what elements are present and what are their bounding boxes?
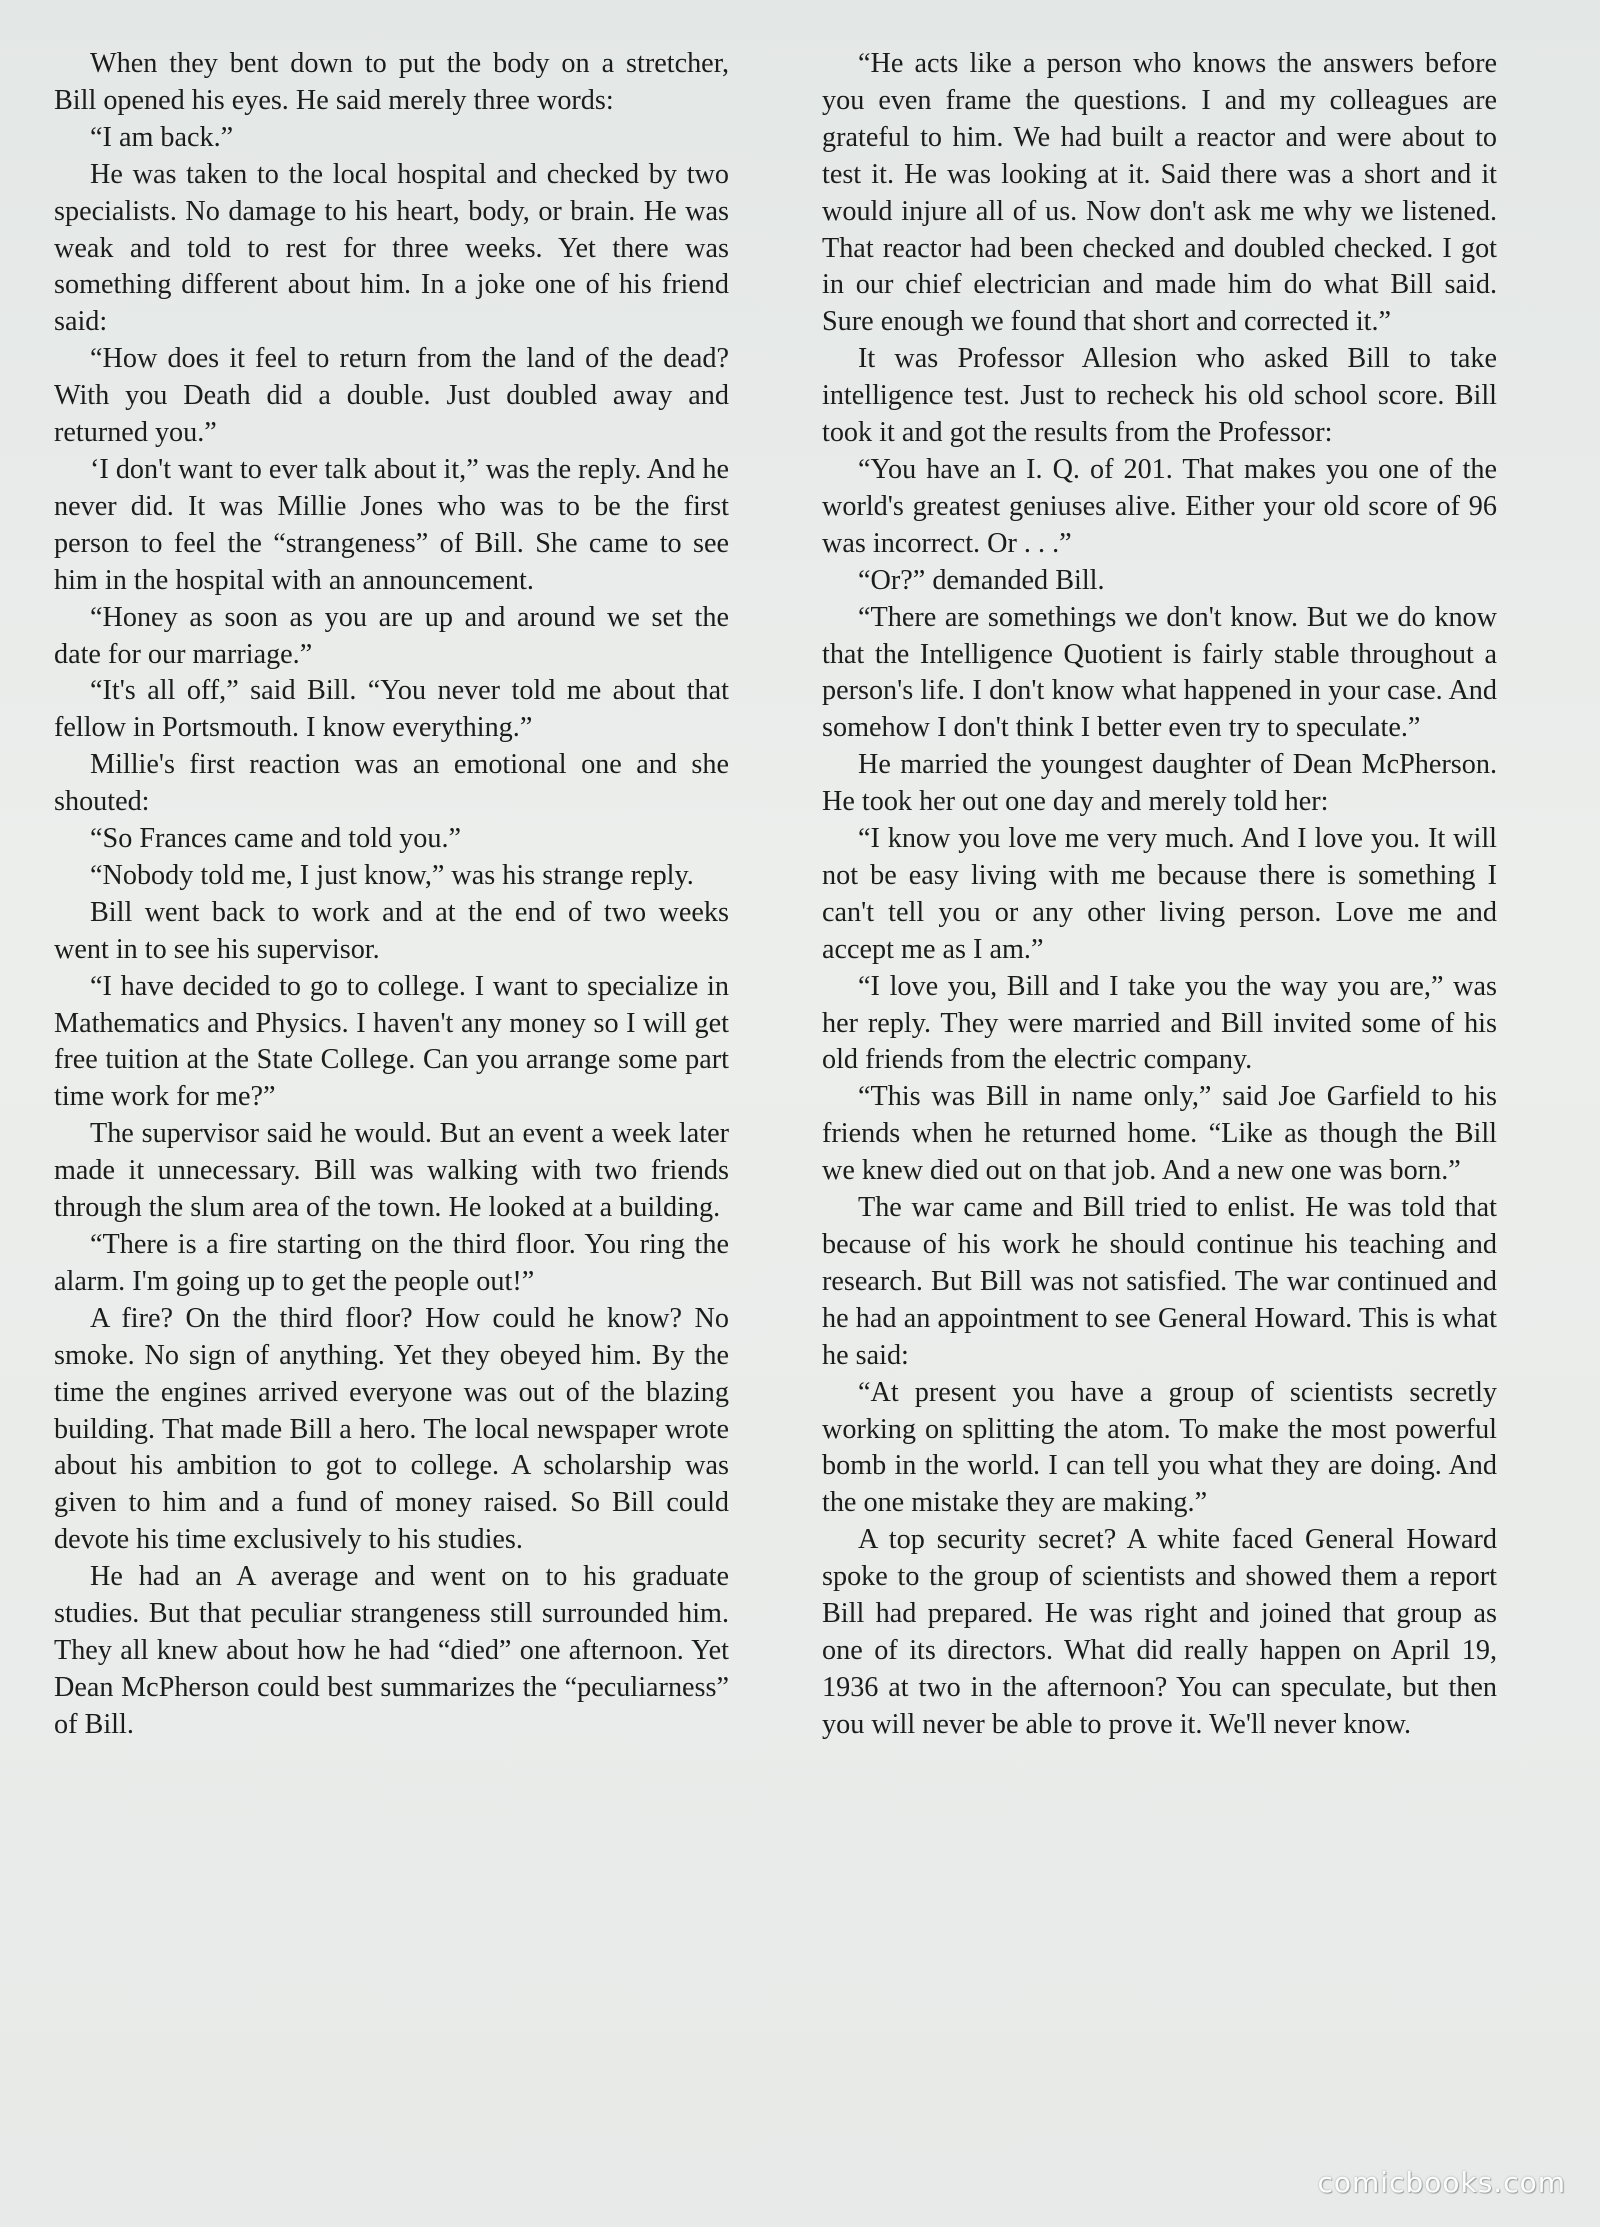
paragraph: “There is a fire starting on the third floor. You ring the alarm. I'm going up to get the people out!” (54, 1229, 729, 1297)
paragraph: “I am back.” (90, 121, 234, 153)
paragraph: “You have an I. Q. of 201. That makes you one of the world's greatest geniuses alive. Either your old score of 96 was incorrect. Or . . .” (822, 453, 1497, 559)
paragraph: “I know you love me very much. And I love you. It will not be easy living with me because there is something I can't tell you or any other living person. Love me and accept me as I am.” (822, 823, 1497, 965)
paragraph: When they bent down to put the body on a stretcher, Bill opened his eyes. He said merely three words: (54, 48, 729, 116)
paragraph: Millie's first reaction was an emotional one and she shouted: (54, 749, 729, 818)
paragraph: “It's all off,” said Bill. “You never told me about that fellow in Portsmouth. I know everything.” (54, 675, 729, 744)
paragraph: “Nobody told me, I just know,” was his strange reply. (90, 859, 694, 891)
paragraph: “I love you, Bill and I take you the way you are,” was her reply. They were married and Bill invited some of his old friends from the electric company. (822, 970, 1497, 1076)
paragraph: The supervisor said he would. But an event a week later made it unnecessary. Bill was walking with two friends through the slum area of the town. He looked at a building. (54, 1118, 729, 1224)
paragraph: “There are somethings we don't know. But we do know that the Intelligence Quotient is fairly stable throughout a person's life. I don't know what happened in your case. And somehow I don't think I better even try to speculate.” (822, 601, 1497, 744)
paragraph: He was taken to the local hospital and checked by two specialists. No damage to his heart, body, or brain. He was weak and told to rest for three weeks. Yet there was something different about him. In a joke one of his friend said: (54, 158, 729, 338)
paragraph: “So Frances came and told you.” (90, 823, 462, 855)
paragraph: “Honey as soon as you are up and around we set the date for our marriage.” (54, 601, 729, 670)
paragraph: Bill went back to work and at the end of two weeks went in to see his supervisor. (54, 896, 729, 965)
paragraph: “At present you have a group of scientists secretly working on splitting the atom. To make the most powerful bomb in the world. I can tell you what they are doing. And the one mistake they are making.” (822, 1376, 1497, 1519)
right-column (822, 46, 1497, 1744)
paragraph: A fire? On the third floor? How could he know? No smoke. No sign of anything. Yet they obeyed him. By the time the engines arrived everyone was out of the blazing building. That made Bill a hero. The local newspaper wrote about his ambition to got to college. A scholarship was given to him and a fund of money raised. So Bill could devote his time exclusively to his studies. (54, 1302, 729, 1556)
paragraph: “I have decided to go to college. I want to specialize in Mathematics and Physics. I haven't any money so I will get free tuition at the State College. Can you arrange some part time work for me?” (54, 970, 729, 1113)
paragraph: ‘I don't want to ever talk about it,” was the reply. And he never did. It was Millie Jones who was to be the first person to feel the “strangeness” of Bill. She came to see him in the hospital with an announcement. (54, 453, 729, 596)
paragraph: “How does it feel to return from the land of the dead? With you Death did a double. Just doubled away and returned you.” (54, 343, 729, 449)
paragraph: A top security secret? A white faced General Howard spoke to the group of scientists and showed them a report Bill had prepared. He was right and joined that group as one of its directors. What did really happen on April 19, 1936 at two in the afternoon? You can speculate, but then you will never be able to prove it. We'll never know. (822, 1524, 1497, 1740)
paragraph: It was Professor Allesion who asked Bill to take intelligence test. Just to recheck his old school score. Bill took it and got the results from the Professor: (822, 343, 1497, 449)
left-column (54, 46, 729, 1744)
paragraph: He had an A average and went on to his graduate studies. But that peculiar strangeness still surrounded him. They all knew about how he had “died” one afternoon. Yet Dean McPherson could best summarizes the “peculiarness” of Bill. (54, 1561, 729, 1740)
paragraph: “Or?” demanded Bill. (858, 564, 1105, 596)
paragraph: “This was Bill in name only,” said Joe Garfield to his friends when he returned home. “Like as though the Bill we knew died out on that job. And a new one was born.” (822, 1081, 1497, 1187)
watermark: comicbooks.com (1317, 2166, 1566, 2199)
paragraph: He married the youngest daughter of Dean McPherson. He took her out one day and merely told her: (822, 749, 1497, 818)
paragraph: “He acts like a person who knows the answers before you even frame the questions. I and my colleagues are grateful to him. We had built a reactor and were about to test it. He was looking at it. Said there was a short and it would injure all of us. Now don't ask me why we listened. That reactor had been checked and doubled checked. I got in our chief electrician and made him do what Bill said. Sure enough we found that short and corrected it.” (822, 48, 1497, 338)
paragraph: The war came and Bill tried to enlist. He was told that because of his work he should continue his teaching and research. But Bill was not satisfied. The war continued and he had an appointment to see General Howard. This is what he said: (822, 1192, 1497, 1371)
